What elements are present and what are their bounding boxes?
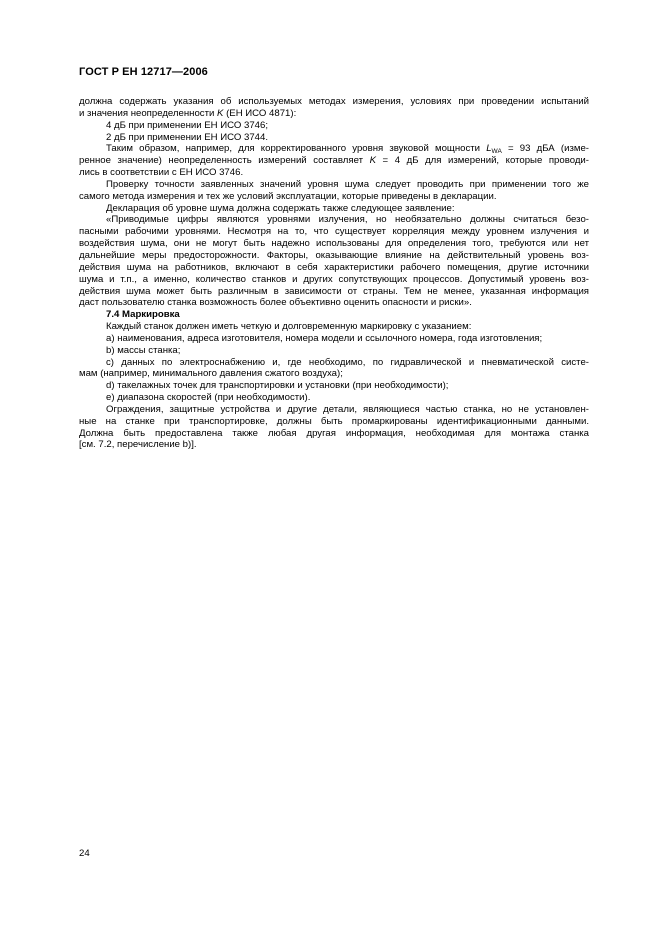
- text-line: мам (например, минимального давления сжатого воздуха);: [79, 368, 343, 380]
- page-number: 24: [79, 848, 90, 859]
- text-line: шума и т.п., а именно, количество станков и других сопутствующих процессов. Допустимый уровень воз-: [79, 273, 589, 285]
- document-header: ГОСТ Р ЕН 12717—2006: [79, 66, 208, 78]
- text-line: дальнейшие меры предосторожности. Факторы, оказывающие влияние на действительный уровень воз-: [79, 249, 589, 261]
- list-item: с) данных по электроснабжению и, где необходимо, по гидравлической и пневматической систе-: [106, 356, 589, 368]
- text-line: воздействия шума, они не могут быть надежно использованы для определения того, требуются или нет: [79, 238, 589, 250]
- text-line: ренное значение) неопределенность измерений составляет K = 4 дБ для измерений, которые проводи-: [79, 155, 589, 167]
- section-heading: 7.4 Маркировка: [106, 309, 180, 321]
- text-line: Проверку точности заявленных значений уровня шума следует проводить при применении того же: [106, 178, 589, 190]
- text-line: лись в соответствии с ЕН ИСО 3746.: [79, 167, 244, 179]
- text-line: [см. 7.2, перечисление b)].: [79, 439, 197, 451]
- text-line: Ограждения, защитные устройства и другие детали, являющиеся частью станка, но не установлен-: [106, 403, 589, 415]
- text-line: Декларация об уровне шума должна содержать также следующее заявление:: [106, 202, 455, 214]
- text-line: пасными рабочими уровнями. Несмотря на то, что существует корреляция между уровнем излучения и: [79, 226, 589, 238]
- list-item: d) такелажных точек для транспортировки и установки (при необходимости);: [106, 380, 449, 392]
- text-line: Должна быть предоставлена также любая другая информация, необходимая для монтажа станка: [79, 427, 589, 439]
- text-line: действия шума на работников, включают в себя характеристики рабочего помещения, другие источники: [79, 261, 589, 273]
- text-line: должна содержать указания об используемых методах измерения, условиях при проведении испытаний: [79, 96, 589, 107]
- text-line: действия шума может быть различным в зависимости от страны. Тем не менее, указанная информация: [79, 285, 589, 297]
- text-line: ные на станке при транспортировке, должны быть промаркированы идентификационными данными.: [79, 415, 589, 427]
- text-line: даст пользователю станка возможность более объективно оценить опасности и риски».: [79, 297, 472, 309]
- document-body: [79, 96, 589, 451]
- text-line: и значения неопределенности K (ЕН ИСО 4871):: [79, 107, 297, 119]
- text-line: «Приводимые цифры являются уровнями излучения, но необязательно должны считаться безо-: [106, 214, 589, 226]
- text-line: 2 дБ при применении ЕН ИСО 3744.: [106, 131, 268, 143]
- text-line: Таким образом, например, для корректированного уровня звуковой мощности $L_{WA} = 93$ дБА (изме-: [106, 143, 589, 156]
- text-line: 4 дБ при применении ЕН ИСО 3746;: [106, 119, 268, 131]
- list-item: b) массы станка;: [106, 344, 181, 356]
- text-line: Каждый станок должен иметь четкую и долговременную маркировку с указанием:: [106, 321, 472, 333]
- list-item: а) наименования, адреса изготовителя, номера модели и ссылочного номера, года изготовления;: [106, 332, 543, 344]
- text-line: самого метода измерения и тех же условий эксплуатации, которые приведены в декларации.: [79, 190, 497, 202]
- list-item: е) диапазона скоростей (при необходимости).: [106, 392, 311, 404]
